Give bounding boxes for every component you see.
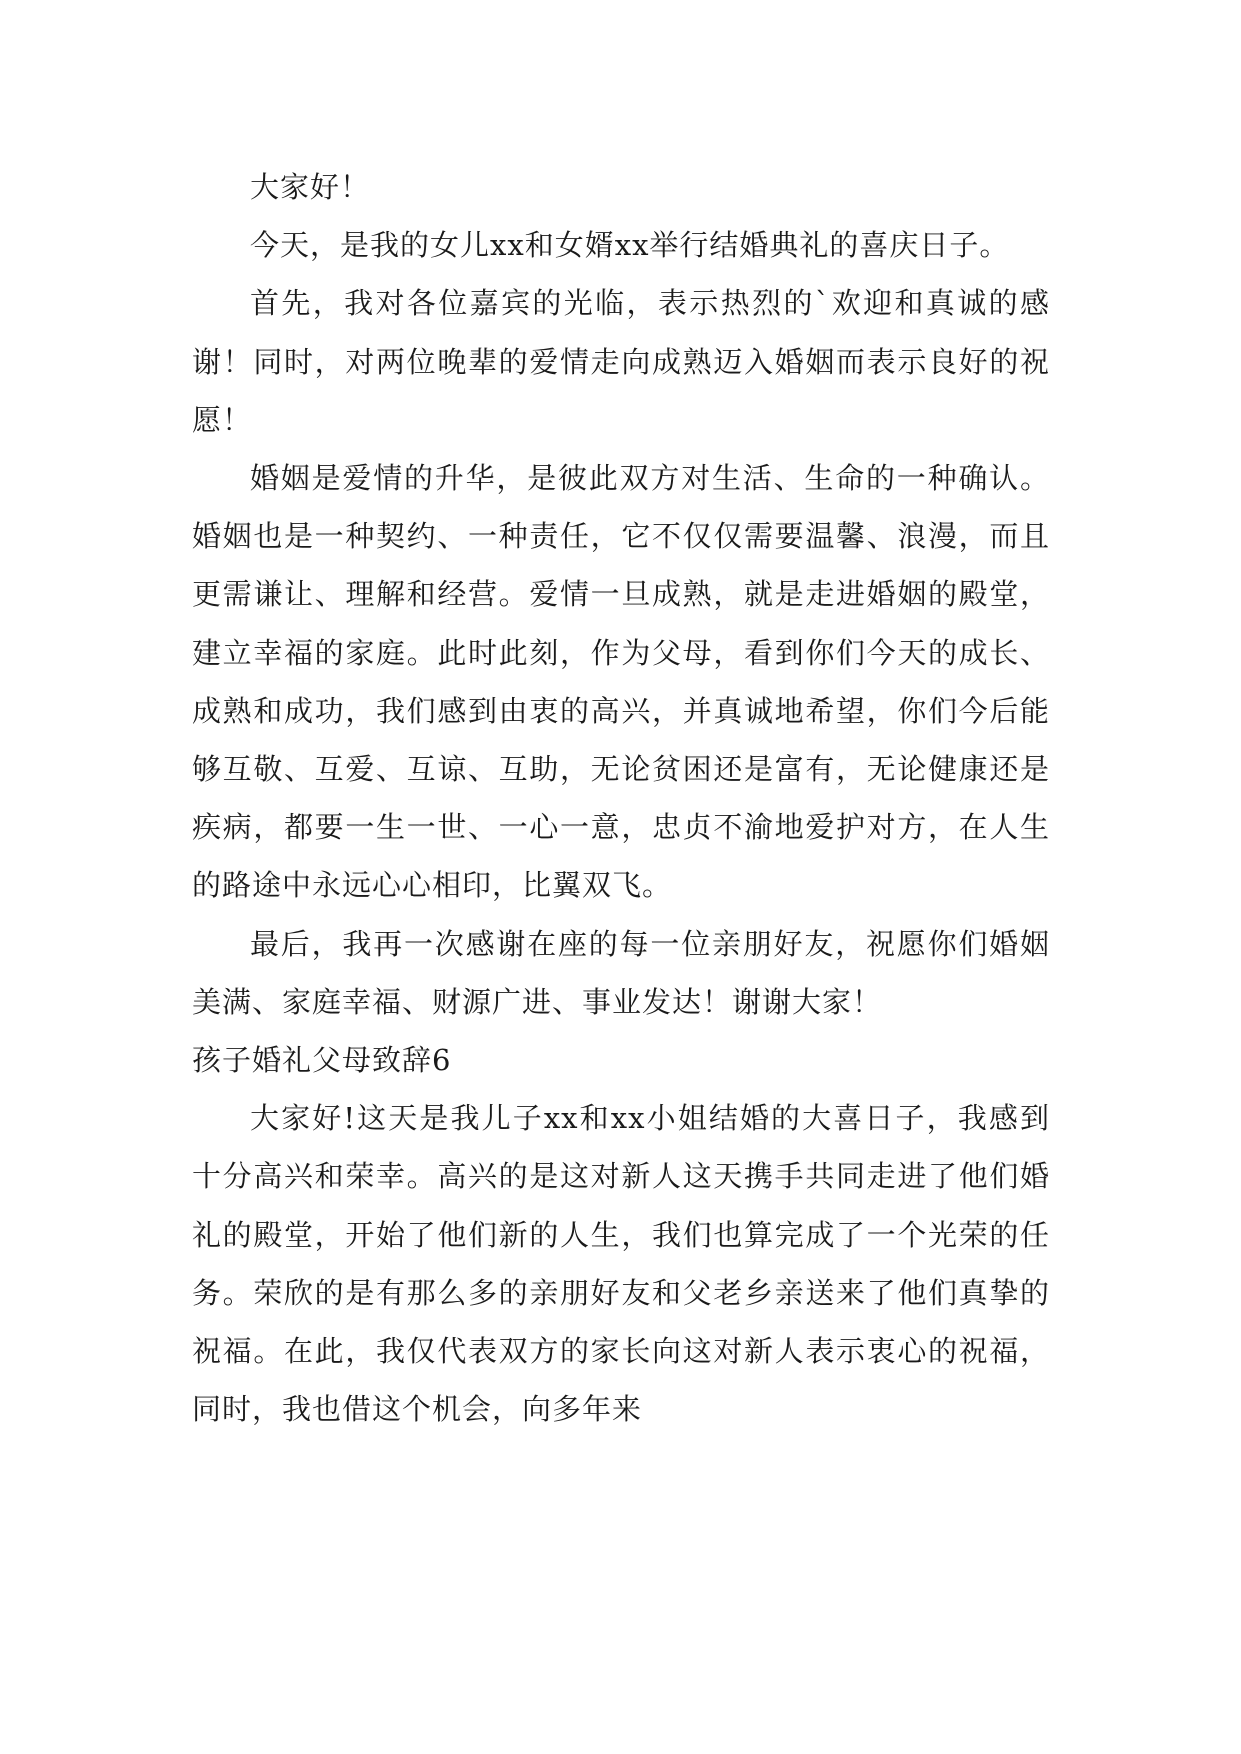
paragraph-closing: 最后，我再一次感谢在座的每一位亲朋好友，祝愿你们婚姻美满、家庭幸福、财源广进、事业发达！谢谢大家！ <box>192 926 1050 1019</box>
paragraph-speech-6: 大家好!这天是我儿子xx和xx小姐结婚的大喜日子，我感到十分高兴和荣幸。高兴的是这对新人这天携手共同走进了他们婚礼的殿堂，开始了他们新的人生，我们也算完成了一个光荣的任务。荣欣的是有那么多的亲朋好友和父老乡亲送来了他们真挚的祝福。在此，我仅代表双方的家长向这对新人表示衷心的祝福，同时，我也借这个机会，向多年来 <box>192 1101 1050 1427</box>
paragraph-greeting: 大家好！ <box>250 170 371 204</box>
document-body <box>192 158 1050 1438</box>
paragraph-occasion: 今天，是我的女儿xx和女婿xx举行结婚典礼的喜庆日子。 <box>250 228 1010 263</box>
section-heading: 孩子婚礼父母致辞6 <box>192 1043 452 1078</box>
paragraph-marriage: 婚姻是爱情的升华，是彼此双方对生活、生命的一种确认。婚姻也是一种契约、一种责任，它不仅仅需要温馨、浪漫，而且更需谦让、理解和经营。爱情一旦成熟，就是走进婚姻的殿堂，建立幸福的家庭。此时此刻，作为父母，看到你们今天的成长、成熟和成功，我们感到由衷的高兴，并真诚地希望，你们今后能够互敬、互爱、互谅、互助，无论贫困还是富有，无论健康还是疾病，都要一生一世、一心一意，忠贞不渝地爱护对方，在人生的路途中永远心心相印，比翼双飞。 <box>192 461 1050 903</box>
paragraph-welcome: 首先，我对各位嘉宾的光临，表示热烈的`欢迎和真诚的感谢！同时，对两位晚辈的爱情走向成熟迈入婚姻而表示良好的祝愿！ <box>192 286 1050 437</box>
